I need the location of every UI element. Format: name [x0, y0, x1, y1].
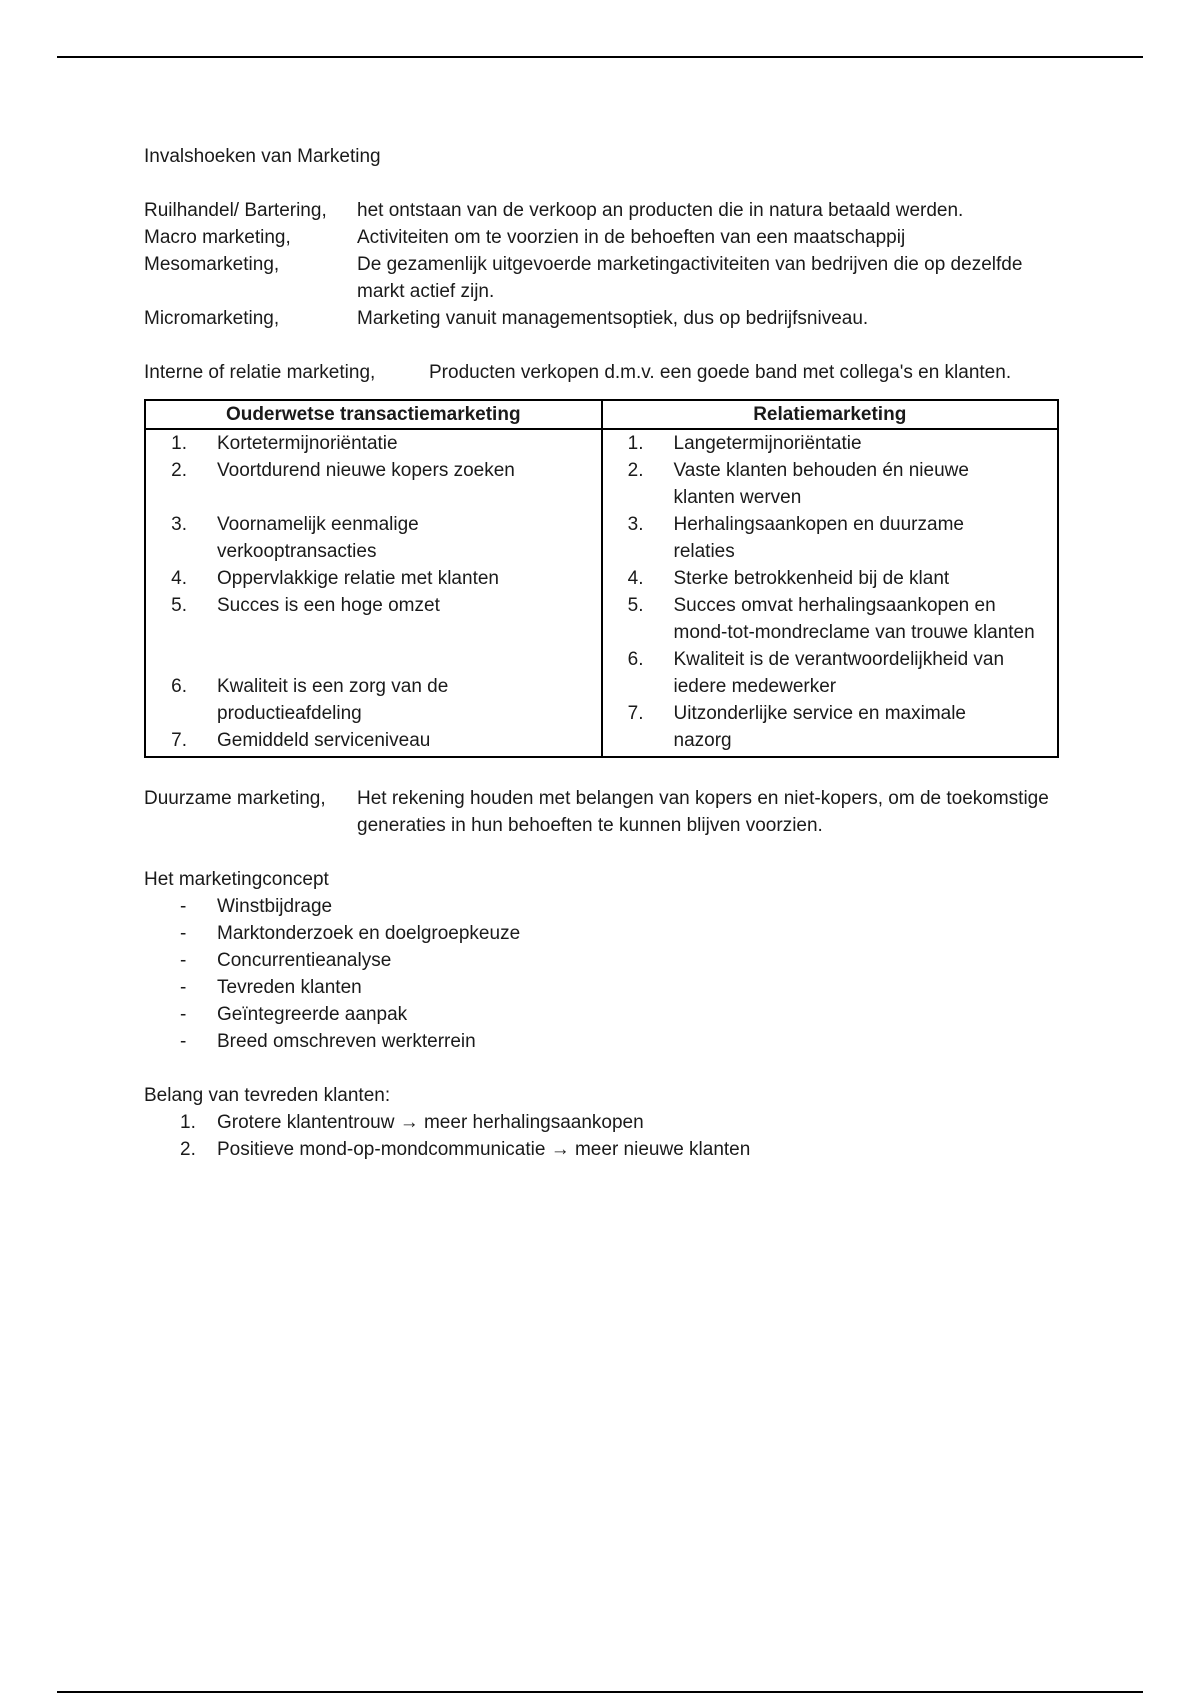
dash-bullet: -: [180, 1031, 187, 1052]
list-item: [144, 1028, 1064, 1055]
comparison-table: [144, 399, 1059, 758]
definition-term: Micromarketing,: [144, 308, 280, 329]
item-text: Voortdurend nieuwe kopers zoeken: [217, 460, 515, 481]
item-text: Kwaliteit is een zorg van de productieafdeling: [217, 676, 449, 724]
item-text: Marktonderzoek en doelgroepkeuze: [217, 923, 521, 944]
list-item: [146, 727, 601, 754]
definition-desc: Marketing vanuit managementsoptiek, dus op bedrijfsniveau.: [357, 308, 869, 329]
item-number: 7.: [627, 703, 644, 724]
item-number: 4.: [627, 568, 644, 589]
belang-title: Belang van tevreden klanten:: [144, 1085, 391, 1106]
duurzame-marketing-row: [144, 785, 1064, 839]
item-text: Oppervlakkige relatie met klanten: [217, 568, 499, 589]
footer-rule: [57, 1691, 1143, 1693]
definition-term: Interne of relatie marketing,: [144, 362, 376, 383]
item-number: 5.: [171, 595, 187, 616]
list-item: [146, 430, 601, 457]
list-item: [144, 1136, 1064, 1163]
definition-desc: Het rekening houden met belangen van kopers en niet-kopers, om de toekomstige generaties in hun behoeften te kunnen blijven voorzien.: [357, 788, 1049, 836]
definition-desc: Activiteiten om te voorzien in de behoeften van een maatschappij: [357, 227, 906, 248]
dash-bullet: -: [180, 950, 187, 971]
item-text: Vaste klanten behouden én nieuwe klanten werven: [673, 460, 969, 508]
definition-term: Macro marketing,: [144, 227, 291, 248]
item-number: 2.: [627, 460, 644, 481]
list-item: [146, 592, 601, 673]
dash-bullet: -: [180, 896, 187, 917]
item-number: 2.: [180, 1139, 196, 1160]
list-item: [603, 700, 1058, 754]
list-item: [146, 673, 601, 727]
item-text: Concurrentieanalyse: [217, 950, 392, 971]
item-text: Kortetermijnoriëntatie: [217, 433, 398, 454]
table-header-relatiemarketing: Relatiemarketing: [602, 400, 1059, 429]
belang-list: [144, 1109, 1064, 1163]
item-text: Voornamelijk eenmalige verkooptransacties: [217, 514, 419, 562]
list-item: [144, 1109, 1064, 1136]
list-item: [603, 646, 1058, 700]
definition-term: Duurzame marketing,: [144, 788, 326, 809]
item-text: Uitzonderlijke service en maximale nazorg: [673, 703, 966, 751]
item-number: 7.: [171, 730, 187, 751]
list-item: [146, 511, 601, 565]
list-item: [144, 1001, 1064, 1028]
table-column-left: [145, 429, 602, 757]
dash-bullet: -: [180, 1004, 187, 1025]
definition-row: [144, 251, 1064, 305]
document-body: [144, 143, 1064, 1163]
definition-list: [144, 197, 1064, 332]
definition-term: Ruilhandel/ Bartering,: [144, 200, 327, 221]
list-item: [144, 920, 1064, 947]
item-text: Gemiddeld serviceniveau: [217, 730, 431, 751]
list-item: [146, 565, 601, 592]
item-number: 1.: [627, 433, 644, 454]
item-text: Winstbijdrage: [217, 896, 333, 917]
item-text: Kwaliteit is de verantwoordelijkheid van iedere medewerker: [673, 649, 1005, 697]
item-text: Breed omschreven werkterrein: [217, 1031, 476, 1052]
section-heading: Invalshoeken van Marketing: [144, 146, 381, 167]
list-item: [603, 565, 1058, 592]
item-number: 3.: [627, 514, 644, 535]
definition-desc: het ontstaan van de verkoop an producten die in natura betaald werden.: [357, 200, 964, 221]
list-item: [603, 430, 1058, 457]
item-text: Succes omvat herhalingsaankopen en mond-tot-mondreclame van trouwe klanten: [673, 595, 1035, 643]
marketingconcept-list: [144, 893, 1064, 1055]
list-item: [146, 457, 601, 511]
list-item: [144, 893, 1064, 920]
item-number: 4.: [171, 568, 187, 589]
dash-bullet: -: [180, 923, 187, 944]
item-text: Tevreden klanten: [217, 977, 362, 998]
item-text: Herhalingsaankopen en duurzame relaties: [673, 514, 964, 562]
item-text: Langetermijnoriëntatie: [673, 433, 862, 454]
list-item: [144, 974, 1064, 1001]
item-number: 6.: [627, 649, 644, 670]
list-item: [603, 592, 1058, 646]
definition-desc: Producten verkopen d.m.v. een goede band met collega's en klanten.: [429, 362, 1012, 383]
item-text: Positieve mond-op-mondcommunicatie → meer nieuwe klanten: [217, 1139, 751, 1160]
list-item: [603, 457, 1058, 511]
item-text: Succes is een hoge omzet: [217, 595, 440, 616]
item-text: Sterke betrokkenheid bij de klant: [673, 568, 950, 589]
item-number: 6.: [171, 676, 187, 697]
interne-marketing-row: [144, 359, 1064, 386]
marketingconcept-title: Het marketingconcept: [144, 869, 329, 890]
definition-row: [144, 197, 1064, 224]
dash-bullet: -: [180, 977, 187, 998]
item-number: 3.: [171, 514, 187, 535]
list-item: [603, 511, 1058, 565]
definition-desc: De gezamenlijk uitgevoerde marketingactiviteiten van bedrijven die op dezelfde markt actief zijn.: [357, 254, 1023, 302]
header-rule: [57, 56, 1143, 58]
definition-term: Mesomarketing,: [144, 254, 280, 275]
item-number: 1.: [171, 433, 187, 454]
table-column-right: [602, 429, 1059, 757]
item-number: 2.: [171, 460, 187, 481]
definition-row: [144, 224, 1064, 251]
definition-row: [144, 305, 1064, 332]
table-header-transactiemarketing: Ouderwetse transactiemarketing: [145, 400, 602, 429]
item-text: Geïntegreerde aanpak: [217, 1004, 408, 1025]
item-number: 1.: [180, 1112, 196, 1133]
list-item: [144, 947, 1064, 974]
item-text: Grotere klantentrouw → meer herhalingsaankopen: [217, 1112, 644, 1133]
item-number: 5.: [627, 595, 644, 616]
